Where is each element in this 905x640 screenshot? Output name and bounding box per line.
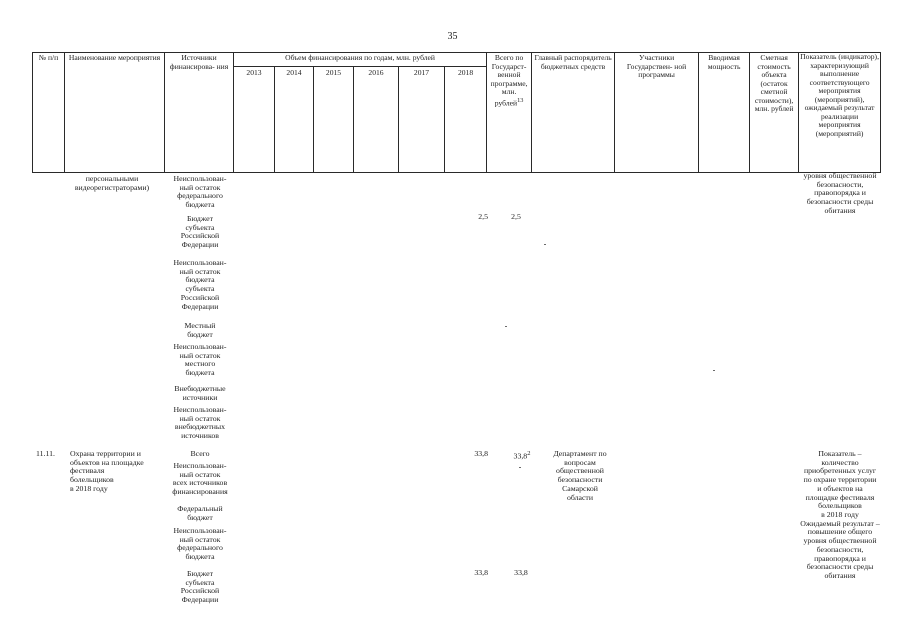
prev-row-indicator-cont: уровня общественной безопасности, правопорядка и безопасности среды обитания [803, 171, 877, 215]
prev-source-extrabudget: Внебюджетные источники [174, 384, 226, 402]
row-1111-manager: Департамент по вопросам общественной безопасности Самарской области [553, 449, 607, 502]
header-year-2015: 2015 [314, 67, 354, 173]
prev-source-local-remainder: Неиспользован- ный остаток местного бюджета [173, 342, 227, 378]
header-sources: Источники финансирова- ния [165, 53, 234, 173]
header-main-manager: Главный распорядитель бюджетных средств [532, 53, 615, 173]
prev-source-region-budget: Бюджет субъекта Российской Федерации [180, 214, 220, 250]
scan-speck [519, 467, 521, 468]
row-1111-number: 11.11. [36, 449, 55, 458]
header-indicator: Показатель (индикатор), характеризующий выполнение соответствующего мероприятия (мероприятий), ожидаемый результат реализации мероприятия (мероприятий) [799, 53, 881, 173]
table-header [32, 52, 881, 173]
header-participants: Участники Государствен- ной программы [615, 53, 699, 173]
prev-source-region-remainder: Неиспользован- ный остаток бюджета субъекта Российской Федерации [173, 258, 227, 311]
scan-speck [544, 244, 546, 245]
row-1111-region-sum: 33,8 [514, 568, 528, 577]
header-year-2016: 2016 [354, 67, 399, 173]
row-1111-source-all-remainder: Неиспользован- ный остаток всех источников финансирования [172, 461, 228, 497]
row-1111-source-fed-remainder: Неиспользован- ный остаток федерального бюджета [173, 526, 227, 562]
prev-row-name-cont: персональными видеорегистраторами) [74, 174, 150, 192]
prev-source-local-budget: Местный бюджет [184, 321, 216, 339]
prev-source-fed-remainder: Неиспользован- ный остаток федерального бюджета [173, 174, 227, 210]
row-1111-name: Охрана территории и объектов на площадке фестиваля болельщиков в 2018 году [70, 449, 144, 493]
row-1111-source-total: Всего [190, 449, 210, 458]
header-num: № п/п [33, 53, 65, 173]
scan-speck [505, 326, 507, 327]
row-1111-source-region: Бюджет субъекта Российской Федерации [180, 569, 220, 605]
header-estimated-cost: Сметная стоимость объекта (остаток сметной стоимости), млн. рублей [750, 53, 799, 173]
header-year-2014: 2014 [275, 67, 314, 173]
row-1111-total-2018: 33,8 [474, 449, 488, 458]
prev-value-total: 2,5 [511, 212, 521, 221]
header-total-label: Всего по Государст- венной программе, млн. рублей [490, 53, 528, 108]
row-1111-region-2018: 33,8 [474, 568, 488, 577]
prev-value-2018: 2,5 [478, 212, 488, 221]
header-year-2017: 2017 [399, 67, 445, 173]
row-1111-source-federal: Федеральный бюджет [177, 504, 223, 522]
header-total-sup: 13 [517, 96, 524, 104]
header-capacity: Вводимая мощность [699, 53, 750, 173]
row-1111-total-sum [505, 450, 539, 461]
row-1111-indicator: Показатель – количество приобретенных услуг по охране территории и объектов на площадке фестиваля болельщиков в 2018 году Ожидаемый результат – повышение общего уровня общественной безопасности, правопорядка и безопасности среды обитания [800, 449, 880, 581]
header-total [487, 53, 532, 173]
page-number: 35 [447, 31, 458, 42]
header-year-2018: 2018 [445, 67, 487, 173]
header-year-2013: 2013 [234, 67, 275, 173]
row-1111-total-sum-value: 33,8 [513, 451, 528, 461]
scan-speck [713, 370, 715, 371]
row-1111-total-sup: 2 [527, 450, 531, 457]
header-funding-by-years: Объем финансирования по годам, млн. рублей [234, 53, 487, 67]
header-name: Наименование мероприятия [65, 53, 165, 173]
prev-source-extrabudget-remainder: Неиспользован- ный остаток внебюджетных источников [173, 405, 227, 441]
